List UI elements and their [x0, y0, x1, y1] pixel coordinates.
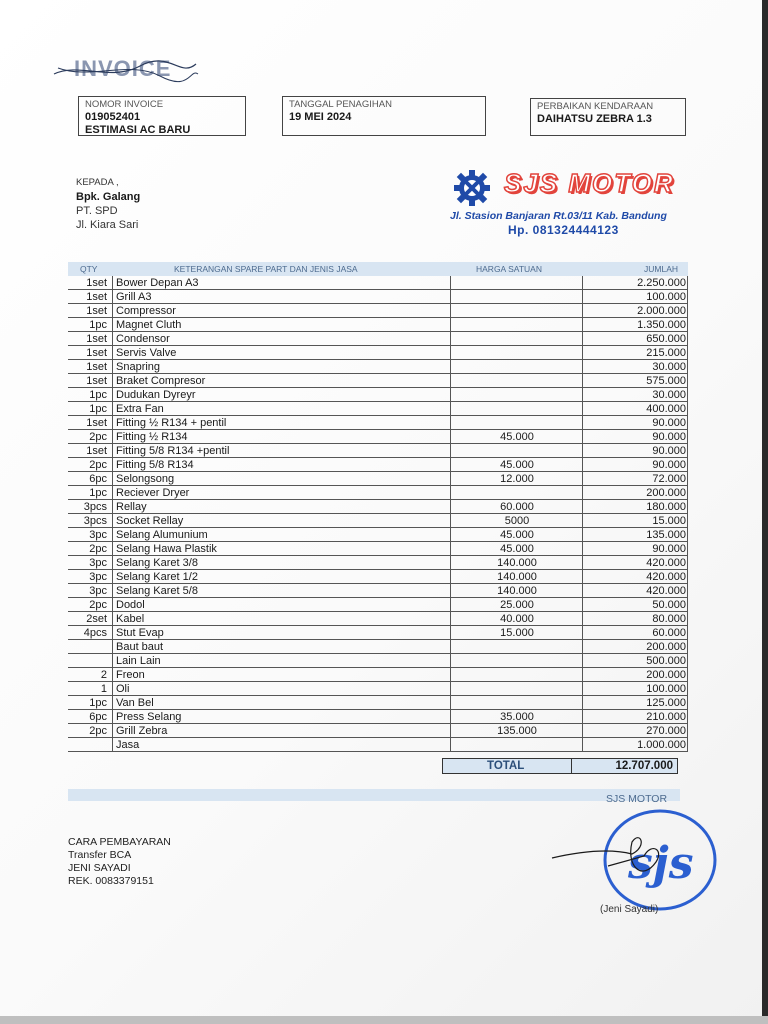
row-qty: 3pcs — [83, 501, 107, 513]
table-row — [68, 304, 688, 318]
row-description: Stut Evap — [116, 627, 164, 639]
column-divider — [450, 276, 451, 752]
row-unit-price: 35.000 — [500, 711, 534, 723]
row-qty: 2pc — [89, 459, 107, 471]
row-description: Fitting 5/8 R134 +pentil — [116, 445, 230, 457]
row-qty: 1set — [86, 333, 107, 345]
payment-title: CARA PEMBAYARAN — [68, 836, 171, 848]
row-amount: 50.000 — [652, 599, 686, 611]
row-qty: 3pc — [89, 571, 107, 583]
row-qty: 1pc — [89, 403, 107, 415]
billing-date-label: TANGGAL PENAGIHAN — [289, 99, 392, 110]
row-amount: 90.000 — [652, 459, 686, 471]
total-row — [442, 758, 678, 774]
company-address: Jl. Stasion Banjaran Rt.03/11 Kab. Bandung — [450, 210, 667, 222]
row-description: Baut baut — [116, 641, 164, 653]
row-qty: 3pc — [89, 557, 107, 569]
table-row — [68, 682, 688, 696]
row-description: Selang Karet 5/8 — [116, 585, 198, 597]
row-amount: 100.000 — [646, 683, 686, 695]
row-qty: 3pc — [89, 529, 107, 541]
recipient-address: Jl. Kiara Sari — [76, 219, 139, 231]
vehicle-value: DAIHATSU ZEBRA 1.3 — [537, 113, 652, 125]
header-unit-price: HARGA SATUAN — [476, 264, 542, 274]
recipient-name: Bpk. Galang — [76, 191, 141, 203]
row-amount: 400.000 — [646, 403, 686, 415]
row-amount: 500.000 — [646, 655, 686, 667]
table-row — [68, 458, 688, 472]
row-qty: 2pc — [89, 431, 107, 443]
row-description: Grill Zebra — [116, 725, 168, 737]
invoice-number-box — [78, 96, 246, 136]
row-amount: 2.250.000 — [637, 277, 686, 289]
row-description: Fitting ½ R134 + pentil — [116, 417, 227, 429]
row-qty: 1pc — [89, 697, 107, 709]
table-row — [68, 444, 688, 458]
row-amount: 1.350.000 — [637, 319, 686, 331]
row-description: Selang Karet 1/2 — [116, 571, 198, 583]
row-amount: 15.000 — [652, 515, 686, 527]
billing-date: 19 MEI 2024 — [289, 111, 352, 123]
payment-block — [68, 836, 171, 888]
row-amount: 210.000 — [646, 711, 686, 723]
row-description: Reciever Dryer — [116, 487, 190, 499]
table-row — [68, 500, 688, 514]
row-description: Socket Rellay — [116, 515, 184, 527]
row-qty: 3pc — [89, 585, 107, 597]
payment-account: REK. 0083379151 — [68, 875, 154, 887]
company-logo — [448, 166, 690, 236]
row-qty: 2pc — [89, 543, 107, 555]
table-row — [68, 570, 688, 584]
row-unit-price: 40.000 — [500, 613, 534, 625]
row-unit-price: 140.000 — [497, 557, 537, 569]
row-amount: 30.000 — [652, 389, 686, 401]
table-row — [68, 668, 688, 682]
row-description: Oli — [116, 683, 130, 695]
table-row — [68, 724, 688, 738]
row-amount: 270.000 — [646, 725, 686, 737]
row-description: Servis Valve — [116, 347, 177, 359]
invoice-title: INVOICE — [74, 56, 172, 81]
recipient-company: PT. SPD — [76, 205, 118, 217]
row-description: Selang Karet 3/8 — [116, 557, 198, 569]
table-row — [68, 430, 688, 444]
row-unit-price: 45.000 — [500, 543, 534, 555]
table-row — [68, 696, 688, 710]
company-stamp — [548, 806, 724, 916]
table-row — [68, 472, 688, 486]
invoice-number-label: NOMOR INVOICE — [85, 99, 164, 110]
row-amount: 100.000 — [646, 291, 686, 303]
table-row — [68, 388, 688, 402]
table-row — [68, 332, 688, 346]
table-row — [68, 556, 688, 570]
table-row — [68, 360, 688, 374]
row-amount: 125.000 — [646, 697, 686, 709]
row-amount: 420.000 — [646, 557, 686, 569]
footer-bar — [68, 789, 680, 801]
vehicle-box — [530, 98, 686, 136]
row-description: Van Bel — [116, 697, 154, 709]
row-description: Jasa — [116, 739, 140, 751]
row-qty: 1set — [86, 375, 107, 387]
table-row — [68, 374, 688, 388]
row-qty: 1set — [86, 305, 107, 317]
table-row — [68, 346, 688, 360]
row-amount: 200.000 — [646, 641, 686, 653]
row-description: Fitting ½ R134 — [116, 431, 188, 443]
row-unit-price: 135.000 — [497, 725, 537, 737]
row-unit-price: 12.000 — [500, 473, 534, 485]
row-amount: 200.000 — [646, 669, 686, 681]
row-amount: 72.000 — [652, 473, 686, 485]
row-unit-price: 140.000 — [497, 571, 537, 583]
row-amount: 575.000 — [646, 375, 686, 387]
column-divider — [112, 276, 113, 752]
row-qty: 6pc — [89, 711, 107, 723]
gear-wrench-icon — [450, 168, 498, 208]
row-description: Lain Lain — [116, 655, 161, 667]
row-amount: 1.000.000 — [637, 739, 686, 751]
row-description: Rellay — [116, 501, 147, 513]
row-qty: 1set — [86, 417, 107, 429]
row-qty: 4pcs — [83, 627, 107, 639]
row-unit-price: 5000 — [504, 515, 530, 527]
row-unit-price: 45.000 — [500, 459, 534, 471]
row-qty: 1set — [86, 445, 107, 457]
table-body — [68, 276, 688, 752]
row-amount: 420.000 — [646, 571, 686, 583]
paper-edge — [0, 1016, 768, 1024]
table-row — [68, 528, 688, 542]
title-scribble — [50, 54, 200, 88]
table-header — [68, 262, 688, 276]
row-unit-price: 140.000 — [497, 585, 537, 597]
row-amount: 420.000 — [646, 585, 686, 597]
invoice-note: ESTIMASI AC BARU — [85, 124, 191, 136]
row-description: Extra Fan — [116, 403, 164, 415]
total-divider — [571, 759, 572, 773]
row-unit-price: 60.000 — [500, 501, 534, 513]
row-qty: 1set — [86, 361, 107, 373]
table-row — [68, 290, 688, 304]
row-qty: 2set — [86, 613, 107, 625]
row-amount: 200.000 — [646, 487, 686, 499]
table-row — [68, 318, 688, 332]
billing-date-box — [282, 96, 486, 136]
row-qty: 2 — [100, 669, 107, 681]
row-unit-price: 45.000 — [500, 529, 534, 541]
row-amount: 90.000 — [652, 431, 686, 443]
table-row — [68, 486, 688, 500]
row-description: Dodol — [116, 599, 145, 611]
table-row — [68, 276, 688, 290]
stamp-text: sjs — [628, 838, 694, 889]
total-label: TOTAL — [487, 760, 525, 772]
table-row — [68, 542, 688, 556]
table-row — [68, 584, 688, 598]
items-table — [68, 262, 688, 752]
row-qty: 1set — [86, 291, 107, 303]
row-description: Kabel — [116, 613, 145, 625]
row-description: Selang Hawa Plastik — [116, 543, 217, 555]
row-qty: 2pc — [89, 599, 107, 611]
row-description: Braket Compresor — [116, 375, 206, 387]
table-row — [68, 514, 688, 528]
row-amount: 215.000 — [646, 347, 686, 359]
row-qty: 1pc — [89, 487, 107, 499]
table-row — [68, 416, 688, 430]
column-divider — [582, 276, 583, 752]
row-amount: 80.000 — [652, 613, 686, 625]
invoice-number: 019052401 — [85, 111, 141, 123]
row-qty: 1set — [86, 277, 107, 289]
header-description: KETERANGAN SPARE PART DAN JENIS JASA — [174, 264, 358, 274]
company-phone: Hp. 081324444123 — [508, 223, 619, 237]
column-divider — [687, 276, 688, 752]
row-amount: 90.000 — [652, 445, 686, 457]
recipient-block — [76, 176, 140, 232]
row-description: Snapring — [116, 361, 161, 373]
row-description: Condensor — [116, 333, 170, 345]
header-amount: JUMLAH — [644, 264, 679, 274]
row-description: Magnet Cluth — [116, 319, 182, 331]
row-qty: 1pc — [89, 319, 107, 331]
row-amount: 2.000.000 — [637, 305, 686, 317]
row-amount: 90.000 — [652, 417, 686, 429]
table-row — [68, 710, 688, 724]
row-amount: 60.000 — [652, 627, 686, 639]
table-row — [68, 640, 688, 654]
table-row — [68, 598, 688, 612]
signature-company: SJS MOTOR — [606, 793, 668, 805]
table-row — [68, 738, 688, 752]
row-qty: 1pc — [89, 389, 107, 401]
row-qty: 6pc — [89, 473, 107, 485]
row-qty: 1set — [86, 347, 107, 359]
row-unit-price: 45.000 — [500, 431, 534, 443]
row-unit-price: 25.000 — [500, 599, 534, 611]
recipient-label: KEPADA , — [76, 177, 119, 188]
row-qty: 3pcs — [83, 515, 107, 527]
row-description: Selang Alumunium — [116, 529, 208, 541]
row-description: Selongsong — [116, 473, 175, 485]
row-amount: 135.000 — [646, 529, 686, 541]
row-description: Fitting 5/8 R134 — [116, 459, 194, 471]
row-amount: 180.000 — [646, 501, 686, 513]
row-description: Compressor — [116, 305, 176, 317]
vehicle-label: PERBAIKAN KENDARAAN — [537, 101, 654, 112]
row-amount: 650.000 — [646, 333, 686, 345]
header-qty: QTY — [80, 264, 98, 274]
payment-holder: JENI SAYADI — [68, 862, 131, 874]
row-description: Dudukan Dyreyr — [116, 389, 196, 401]
row-qty: 1 — [100, 683, 107, 695]
row-description: Freon — [116, 669, 145, 681]
signature-caption: (Jeni Sayadi) — [600, 904, 659, 915]
row-description: Bower Depan A3 — [116, 277, 199, 289]
table-row — [68, 626, 688, 640]
payment-method: Transfer BCA — [68, 849, 132, 861]
row-description: Grill A3 — [116, 291, 152, 303]
table-row — [68, 654, 688, 668]
row-amount: 90.000 — [652, 543, 686, 555]
row-amount: 30.000 — [652, 361, 686, 373]
total-value: 12.707.000 — [615, 760, 673, 772]
row-unit-price: 15.000 — [500, 627, 534, 639]
table-row — [68, 402, 688, 416]
company-name: SJS MOTOR — [504, 168, 675, 198]
row-description: Press Selang — [116, 711, 182, 723]
row-qty: 2pc — [89, 725, 107, 737]
table-row — [68, 612, 688, 626]
